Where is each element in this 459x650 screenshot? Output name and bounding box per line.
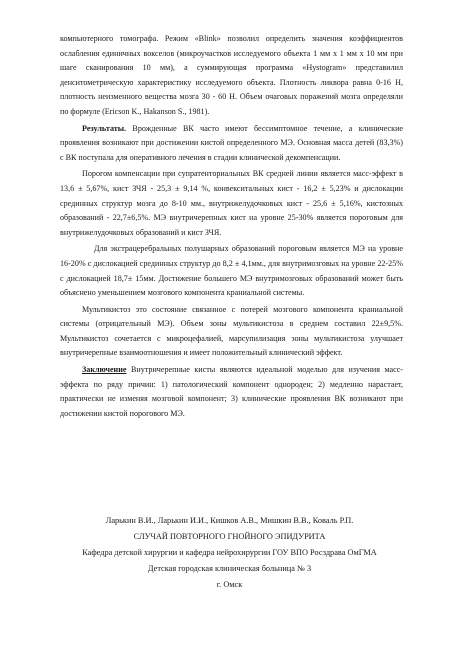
article-city: г. Омск — [216, 580, 243, 589]
paragraph-compensation-threshold: Порогом компенсации при супратенториальных ВК средней линии является масс-эффект в 13,6 ± 5,67%, кист ЗЧЯ - 25,3 ± 9,14 %, конвекситальных кист - 16,2 ± 5,23% и дислокации срединных структур мозга до 8-10 мм., внутрижелудочковых кист - 25,6 ± 5,16%, кистозных образований - 22,7±6,5%. МЭ внутричерепных кист на уровне 25-30% является пороговым для внутрижелудочковых образований и кист ЗЧЯ. — [60, 169, 403, 237]
paragraph-multicystosis: Мультикистоз это состояние связанное с потерей мозгового компонента краниальной системы (отрицательный МЭ). Объем зоны мультикистоза в среднем составил 22±9,5%. Мультикистоз сочетается с микроцефалией, марсупилизация зоны мультикистоза улучшает внутричерепные взаимоотношения и имеет положительный клинический эффект. — [60, 304, 403, 358]
next-article-header — [0, 513, 459, 593]
conclusion-heading: Заключение — [82, 365, 127, 375]
article-title: СЛУЧАЙ ПОВТОРНОГО ГНОЙНОГО ЭПИДУРИТА — [133, 532, 326, 541]
paragraph-methods-continued: компьютерного томографа. Режим «Blink» позволил определить значения коэффициентов ослабления единичных вокселов (микроучастков исследуемого объекта 1 мм х 1 мм х 10 мм при шаге сканирования 10 мм), а суммирующая программа «Hystogram» представилил денситометрическую характеристику исследуемого объекта. Плотность ликвора равна 0-16 Н, плотность неизменного вещества мозга 30 - 60 Н. Объем очаговых поражений мозга определяли по формуле (Ericson K., Hakanson S., 1981). — [60, 34, 403, 116]
paragraph-extracerebral: Для экстрацеребральных полушарных образований пороговым является МЭ на уровне 16-20% с дислокацией срединных структур до 8,2 ± 4,1мм., для внутримозговых на уровне 22-25% с дислокацией 18,7± 15мм. Достижение большего МЭ внутримозговых образований может быть объяснено уменьшением мозгового компонента краниальной системы. — [60, 244, 403, 298]
paragraph-results — [60, 122, 403, 166]
paragraph-conclusion — [60, 363, 403, 421]
results-text: Врожденные ВК часто имеют бессимптомное течение, а клинические проявления возникают при достижении кистой определенного МЭ. Основная масса детей (83,3%) с ВК поступала для оперативного лечения в стадии клинической декомпенсации. — [60, 123, 403, 162]
article-authors: Ларькин В.И., Ларькин И.И., Кишков А.В., Мишкин В.В., Коваль Р.П. — [105, 516, 354, 525]
article-affiliation-1: Кафедра детской хирургии и кафедра нейрохирургии ГОУ ВПО Росздрава ОмГМА — [82, 548, 377, 557]
conclusion-text: Внутричерепные кисты являются идеальной моделью для изучения масс-эффекта по ряду причин: 1) патологический компонент однороден; 2) медленно нарастает, практически не изменяя мозговой компонент; 3) клинические проявления ВК возникают при достижении кистой порогового МЭ. — [60, 365, 403, 418]
article-affiliation-2: Детская городская клиническая больница № 3 — [147, 564, 312, 573]
results-heading: Результаты. — [82, 123, 127, 133]
